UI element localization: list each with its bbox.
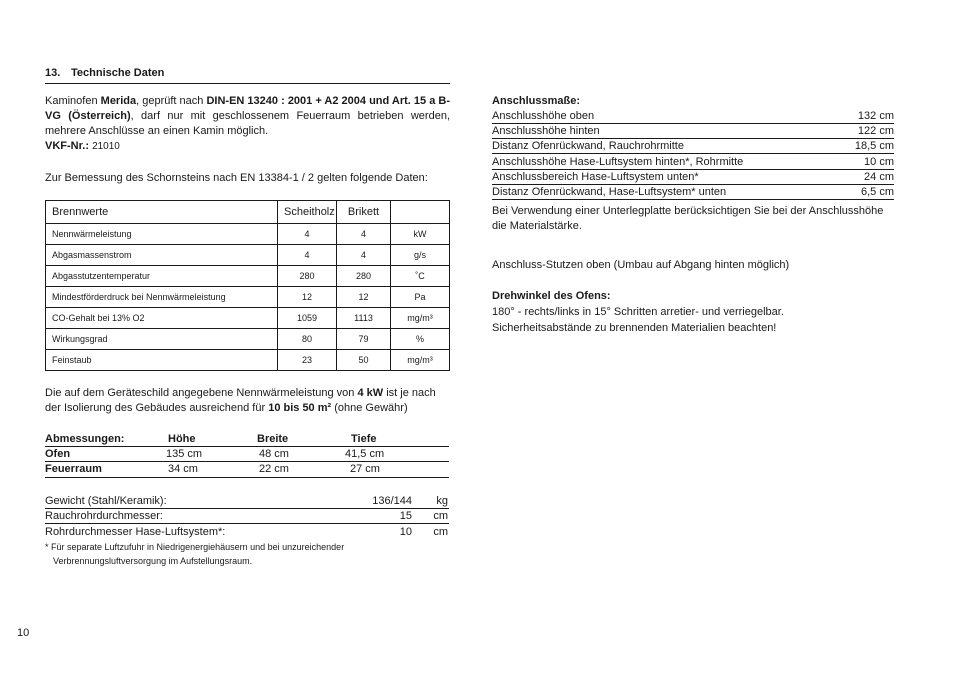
row-label: Feinstaub xyxy=(46,350,278,371)
drehwinkel-line-1: 180° - rechts/links in 15° Schritten arretier- und verriegelbar. xyxy=(492,306,784,318)
stutzen-note: Anschluss-Stutzen oben (Umbau auf Abgang hinten möglich) xyxy=(492,259,790,271)
vkf-number xyxy=(45,139,120,154)
anschluss-label: Distanz Ofenrückwand, Rauchrohrmitte xyxy=(492,140,684,152)
spec-unit: cm xyxy=(433,526,448,538)
anschluss-title: Anschlussmaße: xyxy=(492,95,581,107)
anschluss-label: Anschlusshöhe hinten xyxy=(492,125,600,137)
row-unit: Pa xyxy=(391,287,450,308)
row-scheitholz: 23 xyxy=(278,350,337,371)
anschluss-value: 18,5 cm xyxy=(854,140,894,152)
table-header-brennwerte: Brennwerte xyxy=(46,201,278,224)
row-label: Nennwärmeleistung xyxy=(46,224,278,245)
nennwaerme-note xyxy=(45,386,450,416)
norm-reference: DIN-EN 13240 : 2001 + A2 2004 und Art. 15 a B-VG (Österreich) xyxy=(45,95,450,122)
footnote-line-2: Verbrennungsluftversorgung im Aufstellungsraum. xyxy=(53,556,253,566)
table-row xyxy=(46,308,450,329)
bemessung-text: Zur Bemessung des Schornsteins nach EN 13384-1 / 2 gelten folgende Daten: xyxy=(45,172,428,184)
dim-feuerraum-label: Feuerraum xyxy=(45,463,102,475)
spec-label: Rauchrohrdurchmesser: xyxy=(45,510,163,522)
table-header-scheitholz: Scheitholz xyxy=(278,201,337,224)
table-row xyxy=(46,329,450,350)
spec-unit: kg xyxy=(436,495,448,507)
drehwinkel-title: Drehwinkel des Ofens: xyxy=(492,290,611,302)
anschluss-value: 10 cm xyxy=(864,156,894,168)
row-scheitholz: 4 xyxy=(278,224,337,245)
spec-divider xyxy=(45,523,449,524)
dim-header-tiefe: Tiefe xyxy=(351,433,377,445)
dimensions-header xyxy=(45,432,449,447)
anschluss-value: 24 cm xyxy=(864,171,894,183)
dim-ofen-breite: 48 cm xyxy=(259,448,289,460)
page-number: 10 xyxy=(17,627,30,639)
intro-text-3: , darf nur mit geschlossenem Feuerraum betrieben werden, mehrere Anschlüsse an einen Kamin möglich. xyxy=(45,110,450,137)
vkf-label: VKF-Nr.: xyxy=(45,140,89,152)
anschluss-row xyxy=(492,185,894,200)
dim-ofen-tiefe: 41,5 cm xyxy=(345,448,385,460)
row-unit: mg/m³ xyxy=(391,350,450,371)
row-label: Abgasstutzentemperatur xyxy=(46,266,278,287)
row-label: CO-Gehalt bei 13% O2 xyxy=(46,308,278,329)
anschluss-row xyxy=(492,155,894,170)
anschluss-row xyxy=(492,109,894,124)
dim-feuerraum-breite: 22 cm xyxy=(259,463,289,475)
title-divider xyxy=(45,83,450,84)
footnote-line-1: * Für separate Luftzufuhr in Niedrigenergiehäusern und bei unzureichender xyxy=(45,542,345,552)
spec-unit: cm xyxy=(433,510,448,522)
spec-row-rauchrohr xyxy=(45,509,449,524)
row-scheitholz: 4 xyxy=(278,245,337,266)
table-row xyxy=(46,350,450,371)
row-label: Wirkungsgrad xyxy=(46,329,278,350)
row-unit: ˚C xyxy=(391,266,450,287)
spec-label: Gewicht (Stahl/Keramik): xyxy=(45,495,167,507)
dim-row-ofen xyxy=(45,447,449,462)
row-unit: g/s xyxy=(391,245,450,266)
row-label: Mindestförderdruck bei Nennwärmeleistung xyxy=(46,287,278,308)
anschluss-row xyxy=(492,124,894,139)
table-header-brikett: Brikett xyxy=(337,201,391,224)
anschluss-row xyxy=(492,170,894,185)
row-brikett: 79 xyxy=(337,329,391,350)
dim-row-feuerraum xyxy=(45,462,449,477)
nenn-area: 10 bis 50 m² xyxy=(268,402,332,414)
row-brikett: 4 xyxy=(337,245,391,266)
nenn-kw: 4 kW xyxy=(357,387,384,399)
dim-feuerraum-tiefe: 27 cm xyxy=(350,463,380,475)
dim-feuerraum-hoehe: 34 cm xyxy=(168,463,198,475)
intro-text-2: , geprüft nach xyxy=(136,95,207,107)
anschluss-value: 122 cm xyxy=(857,125,894,137)
anschluss-row xyxy=(492,139,894,154)
intro-paragraph xyxy=(45,94,450,139)
anschluss-label: Distanz Ofenrückwand, Hase-Luftsystem* unten xyxy=(492,186,727,198)
row-scheitholz: 80 xyxy=(278,329,337,350)
table-row xyxy=(46,245,450,266)
row-unit: % xyxy=(391,329,450,350)
anschluss-value: 6,5 cm xyxy=(860,186,894,198)
spec-value: 136/144 xyxy=(372,495,412,507)
brennwerte-table xyxy=(45,200,450,371)
unterlegplatte-note: Bei Verwendung einer Unterlegplatte berücksichtigen Sie bei der Anschlusshöhe die Materialstärke. xyxy=(492,205,884,232)
dim-divider-3 xyxy=(45,477,449,478)
row-scheitholz: 12 xyxy=(278,287,337,308)
dim-header-breite: Breite xyxy=(257,433,289,445)
row-brikett: 1113 xyxy=(337,308,391,329)
anschluss-value: 132 cm xyxy=(857,110,894,122)
anschluss-label: Anschlussbereich Hase-Luftsystem unten* xyxy=(492,171,699,183)
row-brikett: 4 xyxy=(337,224,391,245)
spec-value: 15 xyxy=(399,510,412,522)
row-brikett: 50 xyxy=(337,350,391,371)
spec-row-gewicht xyxy=(45,494,449,509)
row-brikett: 280 xyxy=(337,266,391,287)
anschluss-label: Anschlusshöhe Hase-Luftsystem hinten*, Rohrmitte xyxy=(492,156,744,168)
row-brikett: 12 xyxy=(337,287,391,308)
row-scheitholz: 1059 xyxy=(278,308,337,329)
spec-value: 10 xyxy=(399,526,412,538)
section-title-text: Technische Daten xyxy=(71,67,165,79)
table-row xyxy=(46,224,450,245)
row-unit: mg/m³ xyxy=(391,308,450,329)
table-row xyxy=(46,287,450,308)
dim-header-label: Abmessungen: xyxy=(45,433,125,445)
drehwinkel-line-2: Sicherheitsabstände zu brennenden Materialien beachten! xyxy=(492,322,777,334)
table-header-row xyxy=(46,201,450,224)
table-header-unit xyxy=(391,201,450,224)
intro-text-1: Kaminofen xyxy=(45,95,101,107)
model-name: Merida xyxy=(100,95,137,107)
footnote xyxy=(45,540,344,568)
anschluss-divider xyxy=(492,153,894,154)
spec-row-rohr-hase xyxy=(45,525,449,540)
dim-ofen-label: Ofen xyxy=(45,448,71,460)
row-unit: kW xyxy=(391,224,450,245)
table-row xyxy=(46,266,450,287)
dim-ofen-hoehe: 135 cm xyxy=(166,448,203,460)
section-title xyxy=(45,66,164,81)
nenn-text-3: (ohne Gewähr) xyxy=(331,402,408,414)
nenn-text-2: ist je nach der Isolierung des Gebäudes ausreichend für xyxy=(45,387,436,414)
anschluss-divider xyxy=(492,199,894,200)
vkf-value: 21010 xyxy=(92,141,120,152)
anschluss-label: Anschlusshöhe oben xyxy=(492,110,595,122)
spec-label: Rohrdurchmesser Hase-Luftsystem*: xyxy=(45,526,226,538)
row-label: Abgasmassenstrom xyxy=(46,245,278,266)
row-scheitholz: 280 xyxy=(278,266,337,287)
section-number: 13. xyxy=(45,67,61,79)
dim-header-hoehe: Höhe xyxy=(168,433,196,445)
nenn-text-1: Die auf dem Geräteschild angegebene Nennwärmeleistung von xyxy=(45,387,358,399)
